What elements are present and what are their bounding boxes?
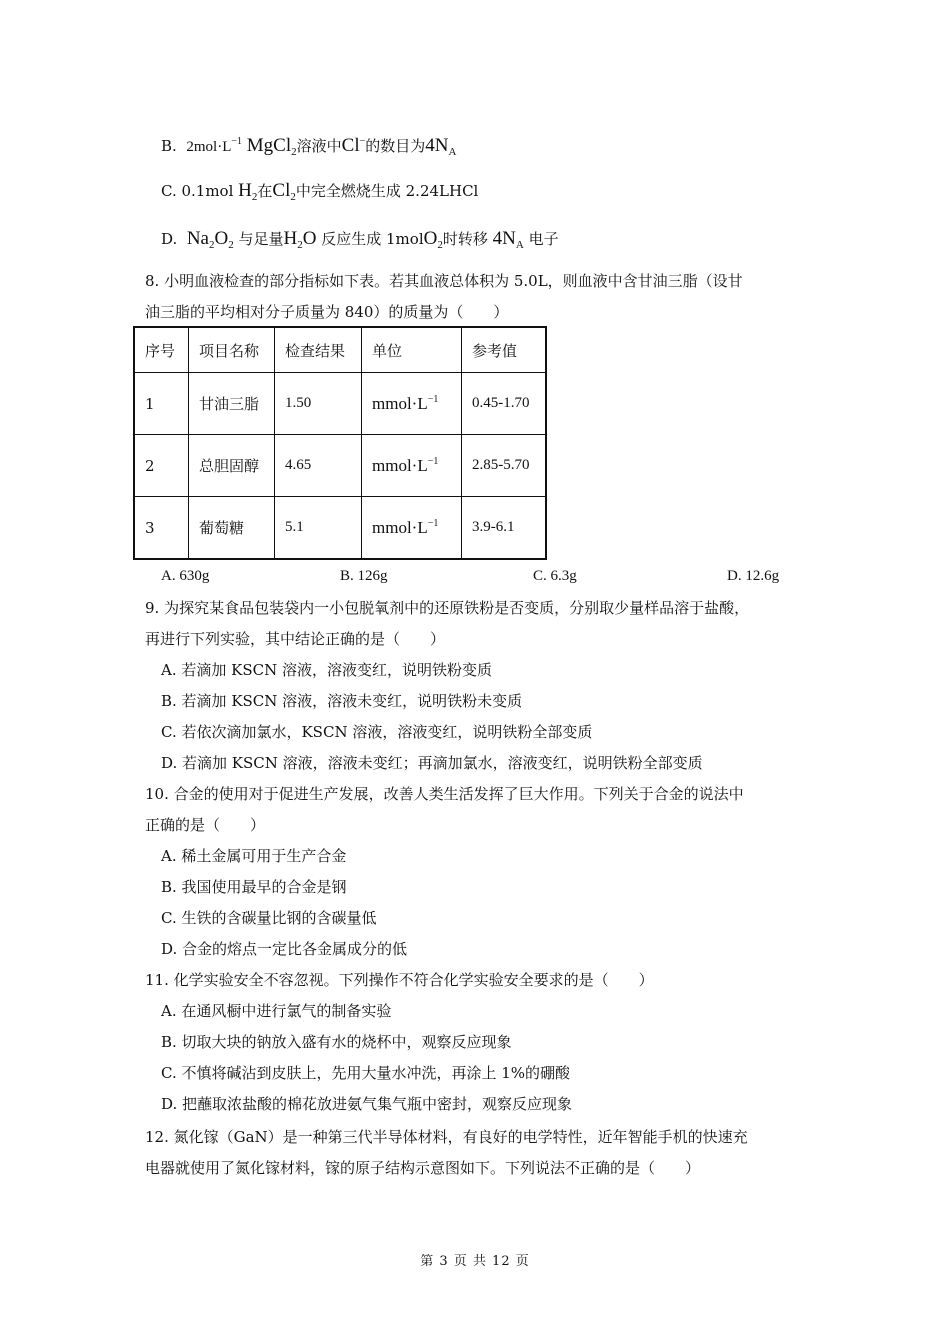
row-serial: 3 — [134, 497, 189, 560]
q7-option-c: C. 0.1mol $H_2$在$Cl_2$中完全燃烧生成 2.24LHCl — [161, 180, 479, 203]
row-serial: 2 — [134, 435, 189, 497]
row-result: 1.50 — [275, 373, 362, 435]
row-result: 5.1 — [275, 497, 362, 560]
q12-stem-line1: 12. 氮化镓（GaN）是一种第三代半导体材料，有良好的电学特性，近年智能手机的快速充 — [145, 1128, 748, 1146]
q8-answer-c: C. 6.3g — [533, 568, 577, 584]
table-row — [134, 435, 546, 497]
q10-option-d: D. 合金的熔点一定比各金属成分的低 — [161, 940, 408, 958]
header-reference: 参考值 — [462, 327, 547, 373]
table-row — [134, 373, 546, 435]
q8-stem-line1: 8. 小明血液检查的部分指标如下表。若其血液总体积为 5.0L，则血液中含甘油三脂（设甘 — [145, 272, 743, 290]
row-reference: 2.85-5.70 — [462, 435, 547, 497]
blood-test-table — [133, 326, 547, 560]
q9-option-b: B. 若滴加 KSCN 溶液，溶液未变红，说明铁粉未变质 — [161, 692, 523, 710]
q10-option-c: C. 生铁的含碳量比钢的含碳量低 — [161, 909, 377, 927]
row-unit: $mmol\cdot L^{-1}$ — [362, 435, 462, 497]
q8-stem-line2: 油三脂的平均相对分子质量为 840）的质量为（ ） — [145, 303, 509, 321]
row-unit: $mmol\cdot L^{-1}$ — [362, 497, 462, 560]
row-serial: 1 — [134, 373, 189, 435]
q9-stem-line1: 9. 为探究某食品包装袋内一小包脱氧剂中的还原铁粉是否变质，分别取少量样品溶于盐酸， — [145, 599, 750, 617]
q7-option-d: D. $Na_2O_2$ 与足量$H_2O$ 反应生成 1molO$_2$时转移 $4N_A$ 电子 — [161, 228, 559, 251]
q11-option-b: B. 切取大块的钠放入盛有水的烧杯中，观察反应现象 — [161, 1033, 512, 1051]
q9-stem-line2: 再进行下列实验，其中结论正确的是（ ） — [145, 630, 446, 648]
header-serial: 序号 — [134, 327, 189, 373]
q8-answer-d: D. 12.6g — [727, 568, 780, 584]
q7-option-b: B. $2mol\cdot L^{-1}$ MgCl$_2$溶液中Cl−的数目为$4N_A$ — [161, 135, 457, 158]
page-footer: 第 3 页 共 12 页 — [420, 1254, 530, 1269]
q11-option-c: C. 不慎将碱沾到皮肤上，先用大量水冲洗，再涂上 1%的硼酸 — [161, 1064, 571, 1082]
row-item-name: 葡萄糖 — [189, 497, 275, 560]
q10-stem-line1: 10. 合金的使用对于促进生产发展，改善人类生活发挥了巨大作用。下列关于合金的说法中 — [145, 785, 744, 803]
q9-option-a: A. 若滴加 KSCN 溶液，溶液变红，说明铁粉变质 — [161, 661, 492, 679]
row-reference: 0.45-1.70 — [462, 373, 547, 435]
q11-stem-line1: 11. 化学实验安全不容忽视。下列操作不符合化学实验安全要求的是（ ） — [145, 971, 654, 989]
table-row — [134, 497, 546, 560]
table-header-row — [134, 327, 546, 373]
q11-option-d: D. 把蘸取浓盐酸的棉花放进氨气集气瓶中密封，观察反应现象 — [161, 1095, 573, 1113]
header-item-name: 项目名称 — [189, 327, 275, 373]
row-item-name: 总胆固醇 — [189, 435, 275, 497]
q10-option-a: A. 稀土金属可用于生产合金 — [161, 847, 347, 865]
row-item-name: 甘油三脂 — [189, 373, 275, 435]
q10-stem-line2: 正确的是（ ） — [145, 816, 266, 834]
q9-option-d: D. 若滴加 KSCN 溶液，溶液未变红；再滴加氯水，溶液变红，说明铁粉全部变质 — [161, 754, 703, 772]
q9-option-c: C. 若依次滴加氯水，KSCN 溶液，溶液变红，说明铁粉全部变质 — [161, 723, 593, 741]
row-reference: 3.9-6.1 — [462, 497, 547, 560]
row-unit: $mmol\cdot L^{-1}$ — [362, 373, 462, 435]
q10-option-b: B. 我国使用最早的合金是钢 — [161, 878, 347, 896]
q11-option-a: A. 在通风橱中进行氯气的制备实验 — [161, 1002, 392, 1020]
header-unit: 单位 — [362, 327, 462, 373]
header-result: 检查结果 — [275, 327, 362, 373]
q8-answer-a: A. 630g — [161, 568, 210, 584]
q12-stem-line2: 电器就使用了氮化镓材料，镓的原子结构示意图如下。下列说法不正确的是（ ） — [145, 1159, 701, 1177]
row-result: 4.65 — [275, 435, 362, 497]
q8-answer-b: B. 126g — [340, 568, 388, 584]
